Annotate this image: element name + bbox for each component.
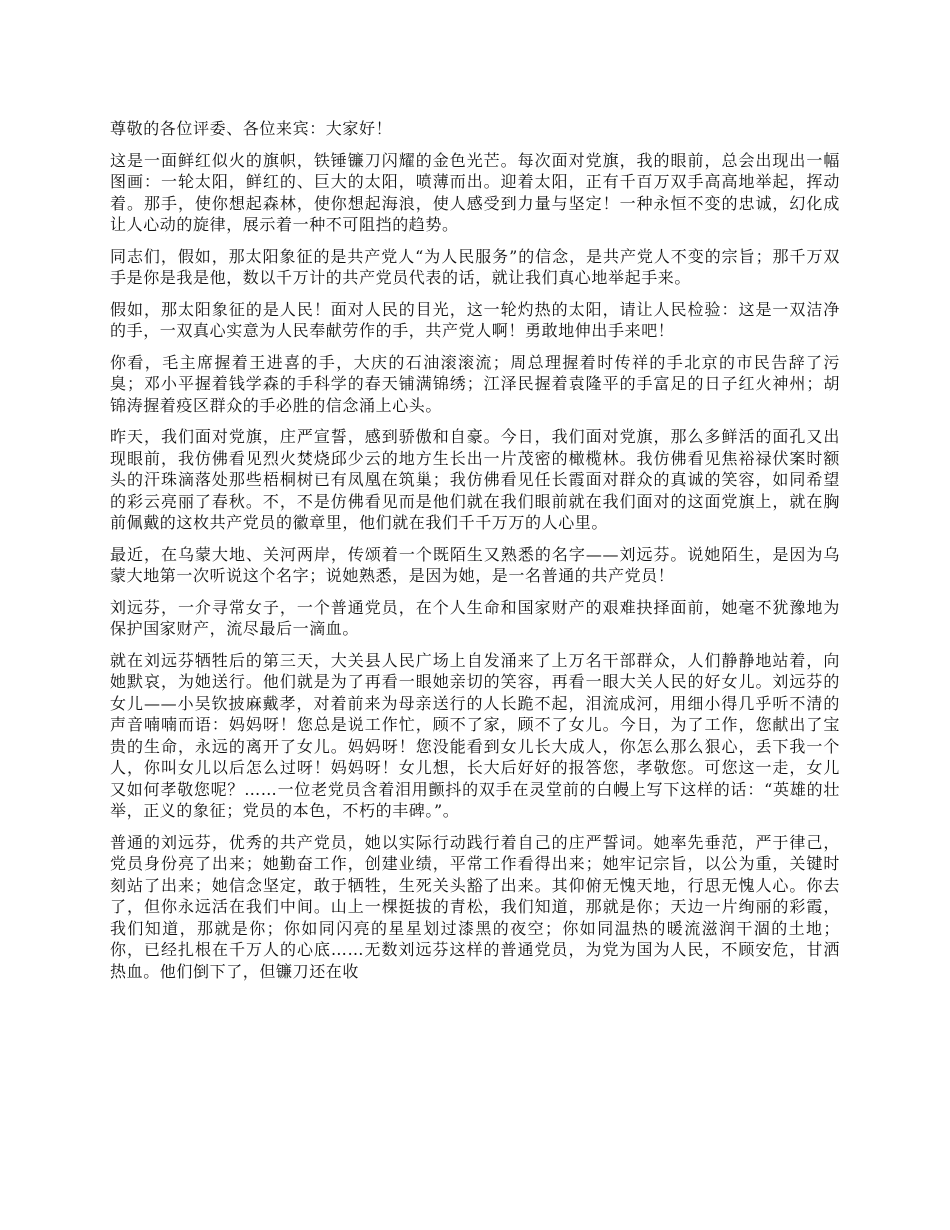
paragraph: 你看，毛主席握着王进喜的手，大庆的石油滚滚流；周总理握着时传祥的手北京的市民告辞了污臭；邓小平握着钱学森的手科学的春天铺满锦绣；江泽民握着袁隆平的手富足的日子红火神州；胡锦涛握着疫区群众的手必胜的信念涌上心头。	[110, 352, 840, 415]
paragraph: 普通的刘远芬，优秀的共产党员，她以实际行动践行着自己的庄严誓词。她率先垂范，严于律己，党员身份亮了出来；她勤奋工作，创建业绩，平常工作看得出来；她牢记宗旨，以公为重，关键时刻站了出来；她信念坚定，敢于牺牲，生死关头豁了出来。其仰俯无愧天地，行思无愧人心。你去了，但你永远活在我们中间。山上一棵挺拔的青松，我们知道，那就是你；天边一片绚丽的彩霞，我们知道，那就是你；你如同闪亮的星星划过漆黑的夜空；你如同温热的暖流滋润干涸的土地；你，已经扎根在千万人的心底……无数刘远芬这样的普通党员，为党为国为人民，不顾安危，甘洒热血。他们倒下了，但镰刀还在收	[110, 832, 840, 981]
paragraph: 最近，在乌蒙大地、关河两岸，传颂着一个既陌生又熟悉的名字——刘远芬。说她陌生，是因为乌蒙大地第一次听说这个名字；说她熟悉，是因为她，是一名普通的共产党员！	[110, 544, 840, 585]
paragraph: 同志们，假如，那太阳象征的是共产党人“为人民服务”的信念，是共产党人不变的宗旨；那千万双手是你是我是他，数以千万计的共产党员代表的话，就让我们真心地举起手来。	[110, 246, 840, 287]
document-body	[110, 118, 840, 1208]
paragraph: 昨天，我们面对党旗，庄严宣誓，感到骄傲和自豪。今日，我们面对党旗，那么多鲜活的面孔又出现眼前，我仿佛看见烈火焚烧邱少云的地方生长出一片茂密的橄榄林。我仿佛看见焦裕禄伏案时额头的汗珠滴落处那些梧桐树已有凤凰在筑巢；我仿佛看见任长霞面对群众的真诚的笑容，如同希望的彩云亮丽了春秋。不，不是仿佛看见而是他们就在我们眼前就在我们面对的这面党旗上，就在胸前佩戴的这枚共产党员的徽章里，他们就在我们千千万万的人心里。	[110, 427, 840, 532]
paragraph: 这是一面鲜红似火的旗帜，铁锤镰刀闪耀的金色光芒。每次面对党旗，我的眼前，总会出现出一幅图画：一轮太阳，鲜红的、巨大的太阳，喷薄而出。迎着太阳，正有千百万双手高高地举起，挥动着。那手，使你想起森林，使你想起海浪，使人感受到力量与坚定！一种永恒不变的忠诚，幻化成让人心动的旋律，展示着一种不可阻挡的趋势。	[110, 150, 840, 234]
paragraph-greeting: 尊敬的各位评委、各位来宾：大家好！	[110, 119, 393, 138]
paragraph: 就在刘远芬牺牲后的第三天，大关县人民广场上自发涌来了上万名干部群众，人们静静地站着，向她默哀，为她送行。他们就是为了再看一眼她亲切的笑容，再看一眼大关人民的好女儿。刘远芬的女儿——小吴钦披麻戴孝，对着前来为母亲送行的人长跪不起，泪流成河，用细小得几乎听不清的声音喃喃而语：妈妈呀！您总是说工作忙，顾不了家，顾不了女儿。今日，为了工作，您献出了宝贵的生命，永远的离开了女儿。妈妈呀！您没能看到女儿长大成人，你怎么那么狠心，丢下我一个人，你叫女儿以后怎么过呀！妈妈呀！女儿想，长大后好好的报答您，孝敬您。可您这一走，女儿又如何孝敬您呢？……一位老党员含着泪用颤抖的双手在灵堂前的白幔上写下这样的话：“英雄的壮举，正义的象征；党员的本色，不朽的丰碑。”。	[110, 650, 840, 820]
paragraph: 刘远芬，一介寻常女子，一个普通党员，在个人生命和国家财产的艰难抉择面前，她毫不犹豫地为保护国家财产，流尽最后一滴血。	[110, 597, 840, 638]
paragraph: 假如，那太阳象征的是人民！面对人民的目光，这一轮灼热的太阳，请让人民检验：这是一双洁净的手，一双真心实意为人民奉献劳作的手，共产党人啊！勇敢地伸出手来吧！	[110, 299, 840, 340]
